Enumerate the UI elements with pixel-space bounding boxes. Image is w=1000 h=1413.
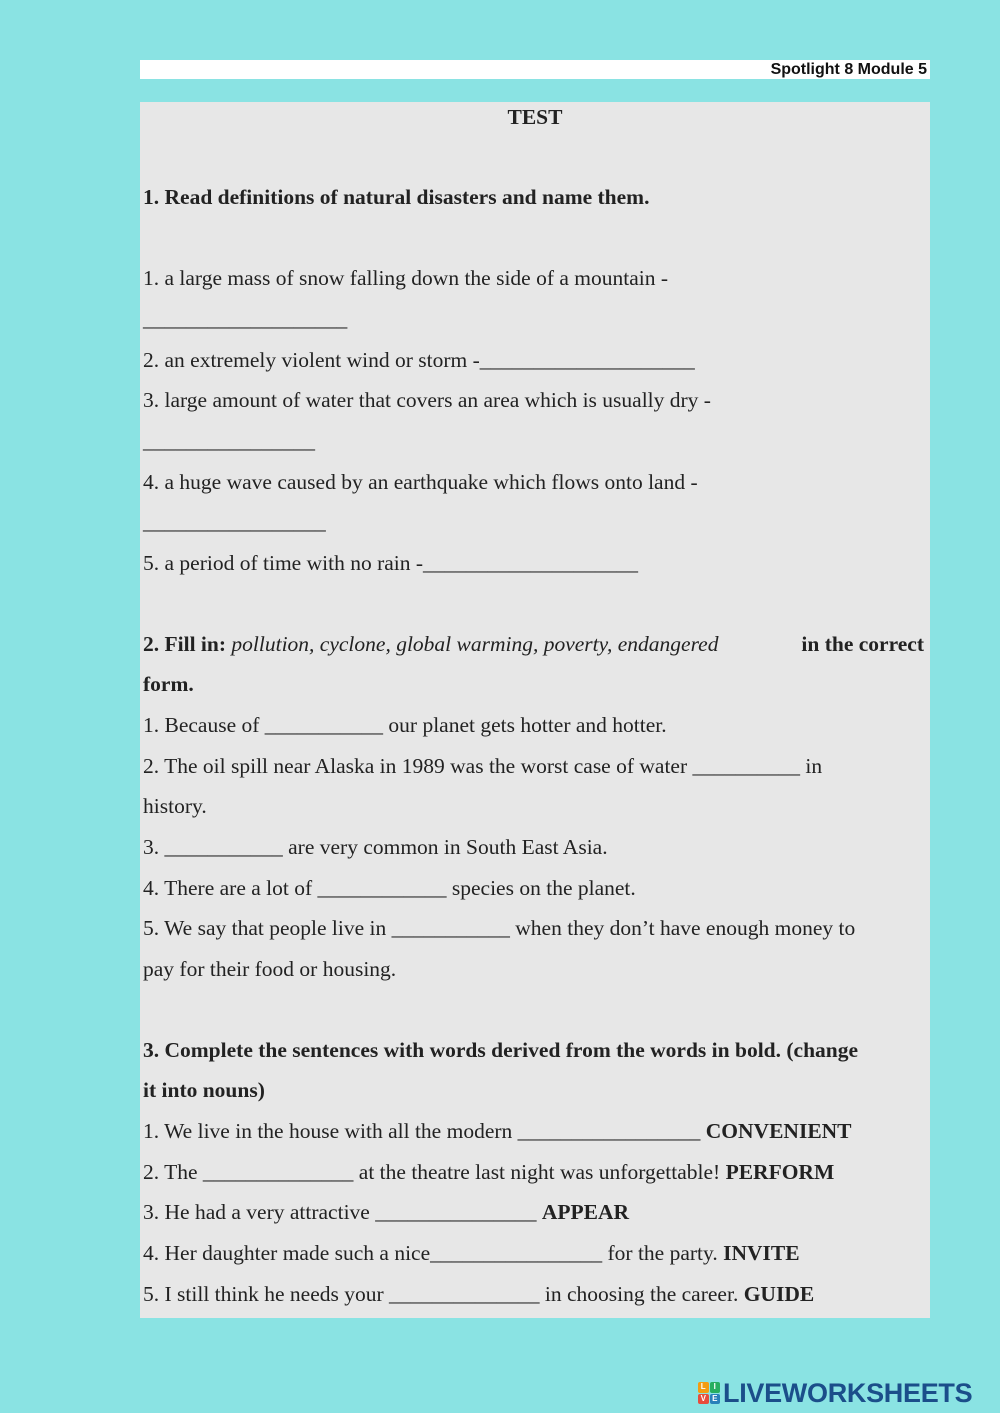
task3-item-text: 4. Her daughter made such a nice________________ for the party. <box>143 1241 724 1265</box>
worksheet <box>140 102 930 1318</box>
task2-item: 2. The oil spill near Alaska in 1989 was the worst case of water __________ in <box>143 754 823 778</box>
page-title: TEST <box>507 105 563 129</box>
logo-mark-letter: V <box>698 1394 709 1405</box>
task3-bold-word: CONVENIENT <box>705 1119 852 1143</box>
task2-item: history. <box>143 794 207 818</box>
task3-item-text: 5. I still think he needs your ______________ in choosing the career. <box>143 1282 744 1306</box>
task1-item: 5. a period of time with no rain -____________________ <box>143 551 639 575</box>
task3-item <box>143 1159 924 1185</box>
logo-mark-icon <box>698 1382 720 1404</box>
logo-mark-letter: E <box>710 1394 721 1405</box>
header-label: Spotlight 8 Module 5 <box>770 61 927 78</box>
task2-word-bank: pollution, cyclone, global warming, poverty, endangered <box>231 632 719 656</box>
liveworksheets-logo[interactable] <box>698 1378 972 1408</box>
task2-item: pay for their food or housing. <box>143 957 397 981</box>
task3-item <box>143 1199 924 1225</box>
task3-item <box>143 1240 924 1266</box>
task3-bold-word: APPEAR <box>541 1200 630 1224</box>
task2-heading-prefix: 2. Fill in: <box>143 632 227 656</box>
logo-mark-letter: I <box>710 1382 721 1393</box>
task2-item: 1. Because of ___________ our planet gets hotter and hotter. <box>143 713 667 737</box>
task2-item: 5. We say that people live in ___________ when they don’t have enough money to <box>143 916 856 940</box>
task2-heading <box>143 631 924 657</box>
task3-bold-word: GUIDE <box>743 1282 815 1306</box>
task3-bold-word: PERFORM <box>725 1160 835 1184</box>
task3-item <box>143 1281 924 1307</box>
task2-item: 4. There are a lot of ____________ species on the planet. <box>143 876 636 900</box>
header-bar <box>140 60 930 79</box>
task1-heading: 1. Read definitions of natural disasters and name them. <box>143 185 650 209</box>
task3-heading: 3. Complete the sentences with words derived from the words in bold. (change <box>143 1038 859 1062</box>
task1-item: 2. an extremely violent wind or storm -____________________ <box>143 348 695 372</box>
task3-item-text: 2. The ______________ at the theatre last night was unforgettable! <box>143 1160 726 1184</box>
task1-item: 1. a large mass of snow falling down the side of a mountain - <box>143 266 669 290</box>
logo-text: LIVEWORKSHEETS <box>723 1377 973 1408</box>
task3-item-text: 3. He had a very attractive _______________ <box>143 1200 542 1224</box>
task3-item-text: 1. We live in the house with all the modern _________________ <box>143 1119 706 1143</box>
task3-heading-line2: it into nouns) <box>143 1078 265 1102</box>
task1-answer-blank[interactable]: _________________ <box>143 510 326 534</box>
task1-answer-blank[interactable]: ___________________ <box>143 307 348 331</box>
task2-heading-line2: form. <box>143 672 194 696</box>
logo-mark-letter: L <box>698 1382 709 1393</box>
task1-item: 4. a huge wave caused by an earthquake which flows onto land - <box>143 470 698 494</box>
task3-item <box>143 1118 924 1144</box>
task2-item: 3. ___________ are very common in South East Asia. <box>143 835 608 859</box>
task3-bold-word: INVITE <box>723 1241 800 1265</box>
task2-heading-suffix: in the correct <box>801 632 924 656</box>
task1-answer-blank[interactable]: ________________ <box>143 429 315 453</box>
task1-item: 3. large amount of water that covers an area which is usually dry - <box>143 388 711 412</box>
